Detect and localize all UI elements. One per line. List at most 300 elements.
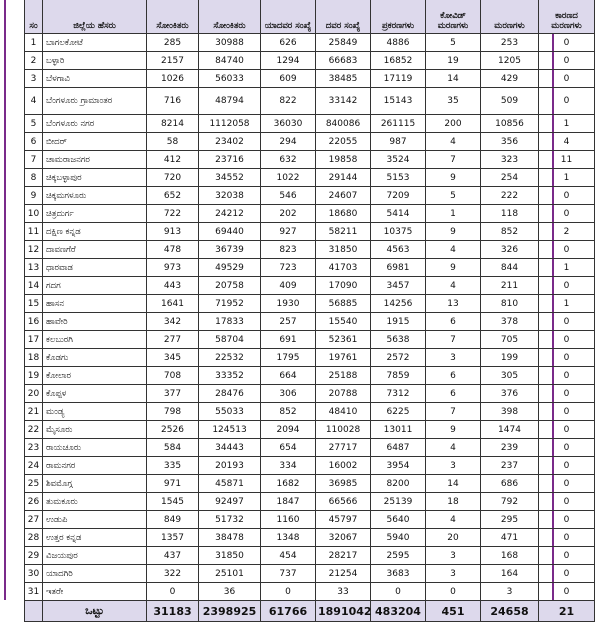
header-serial-number: ಸಂ xyxy=(25,0,43,34)
cell-total-deaths: 239 xyxy=(481,439,539,457)
cell-non-covid-deaths: 1 xyxy=(539,259,595,277)
cell-active-cases: 798 xyxy=(147,403,199,421)
cell-district-name: ಬೀದರ್ xyxy=(43,133,147,151)
cell-non-covid-deaths: 0 xyxy=(539,331,595,349)
cell-total-deaths: 118 xyxy=(481,205,539,223)
cell-discharged-count: 41703 xyxy=(316,259,371,277)
table-row xyxy=(25,313,595,331)
cell-cases-count: 4886 xyxy=(371,34,426,52)
cell-discharged-count: 38485 xyxy=(316,70,371,88)
cell-covid-deaths: 7 xyxy=(426,331,481,349)
cell-cases-count: 5638 xyxy=(371,331,426,349)
table-row xyxy=(25,205,595,223)
cell-discharged-count: 66683 xyxy=(316,52,371,70)
cell-non-covid-deaths: 0 xyxy=(539,403,595,421)
cell-serial-number: 10 xyxy=(25,205,43,223)
cell-icu-count: 691 xyxy=(261,331,316,349)
cell-non-covid-deaths: 0 xyxy=(539,475,595,493)
cell-total-deaths: 254 xyxy=(481,169,539,187)
cell-icu-count: 1795 xyxy=(261,349,316,367)
cell-total-deaths: 326 xyxy=(481,241,539,259)
table-body xyxy=(25,34,595,622)
cell-icu-count: 36030 xyxy=(261,115,316,133)
cell-total-positive: 20193 xyxy=(199,457,261,475)
cell-icu-count: 0 xyxy=(261,583,316,601)
table-row xyxy=(25,403,595,421)
cell-district-name: ಚಿಕ್ಕಮಗಳೂರು xyxy=(43,187,147,205)
cell-total-positive: 34552 xyxy=(199,169,261,187)
cell-icu-count: 823 xyxy=(261,241,316,259)
cell-serial-number: 1 xyxy=(25,34,43,52)
cell-district-name: ಶಿವಮೊಗ್ಗ xyxy=(43,475,147,493)
cell-covid-deaths: 20 xyxy=(426,529,481,547)
cell-covid-deaths: 5 xyxy=(426,187,481,205)
table-row xyxy=(25,565,595,583)
cell-discharged-count: 58211 xyxy=(316,223,371,241)
cell-icu-count: 334 xyxy=(261,457,316,475)
header-non-covid-deaths: ಕಾರಣದ ಮರಣಗಳು xyxy=(539,0,595,34)
cell-covid-deaths: 14 xyxy=(426,70,481,88)
cell-cases-count: 3683 xyxy=(371,565,426,583)
cell-serial-number: 16 xyxy=(25,313,43,331)
cell-serial-number: 26 xyxy=(25,493,43,511)
cell-icu-count: 1930 xyxy=(261,295,316,313)
cell-discharged-count: 33 xyxy=(316,583,371,601)
table-row xyxy=(25,547,595,565)
total-total-deaths: 24658 xyxy=(481,601,539,622)
cell-non-covid-deaths: 0 xyxy=(539,205,595,223)
cell-cases-count: 0 xyxy=(371,583,426,601)
cell-non-covid-deaths: 0 xyxy=(539,565,595,583)
cell-total-positive: 23402 xyxy=(199,133,261,151)
cell-district-name: ಬಾಗಲಕೋಟೆ xyxy=(43,34,147,52)
cell-total-positive: 36739 xyxy=(199,241,261,259)
cell-total-positive: 124513 xyxy=(199,421,261,439)
table-row xyxy=(25,169,595,187)
header-total-positive: ಸೋಂಕಿತರು xyxy=(199,0,261,34)
table-row xyxy=(25,439,595,457)
cell-covid-deaths: 4 xyxy=(426,241,481,259)
total-non-covid-deaths: 21 xyxy=(539,601,595,622)
cell-non-covid-deaths: 0 xyxy=(539,187,595,205)
cell-discharged-count: 25188 xyxy=(316,367,371,385)
cell-discharged-count: 19858 xyxy=(316,151,371,169)
cell-district-name: ಕೊಪ್ಪಳ xyxy=(43,385,147,403)
cell-active-cases: 345 xyxy=(147,349,199,367)
total-row xyxy=(25,601,595,622)
cell-cases-count: 5940 xyxy=(371,529,426,547)
table-row xyxy=(25,529,595,547)
cell-covid-deaths: 7 xyxy=(426,403,481,421)
cell-covid-deaths: 3 xyxy=(426,457,481,475)
table-row xyxy=(25,115,595,133)
cell-cases-count: 13011 xyxy=(371,421,426,439)
header-icu-count: ಯಾದವರ ಸಂಖ್ಯೆ xyxy=(261,0,316,34)
cell-serial-number: 13 xyxy=(25,259,43,277)
cell-total-positive: 69440 xyxy=(199,223,261,241)
cell-active-cases: 971 xyxy=(147,475,199,493)
cell-total-deaths: 686 xyxy=(481,475,539,493)
header-active-cases: ಸೋಂಕಿತರು xyxy=(147,0,199,34)
cell-total-positive: 23716 xyxy=(199,151,261,169)
table-row xyxy=(25,241,595,259)
cell-serial-number: 14 xyxy=(25,277,43,295)
cell-discharged-count: 24607 xyxy=(316,187,371,205)
cell-discharged-count: 33142 xyxy=(316,88,371,115)
cell-icu-count: 1022 xyxy=(261,169,316,187)
cell-total-deaths: 509 xyxy=(481,88,539,115)
cell-discharged-count: 32067 xyxy=(316,529,371,547)
cell-active-cases: 0 xyxy=(147,583,199,601)
cell-icu-count: 654 xyxy=(261,439,316,457)
cell-district-name: ಕಲಬುರಗಿ xyxy=(43,331,147,349)
cell-cases-count: 6225 xyxy=(371,403,426,421)
cell-serial-number: 4 xyxy=(25,88,43,115)
cell-total-positive: 31850 xyxy=(199,547,261,565)
cell-discharged-count: 18680 xyxy=(316,205,371,223)
cell-non-covid-deaths: 0 xyxy=(539,349,595,367)
cell-total-positive: 38478 xyxy=(199,529,261,547)
table-row xyxy=(25,277,595,295)
cell-icu-count: 306 xyxy=(261,385,316,403)
cell-total-positive: 25101 xyxy=(199,565,261,583)
table-row xyxy=(25,70,595,88)
cell-icu-count: 626 xyxy=(261,34,316,52)
cell-icu-count: 1294 xyxy=(261,52,316,70)
cell-cases-count: 6981 xyxy=(371,259,426,277)
cell-active-cases: 722 xyxy=(147,205,199,223)
cell-icu-count: 852 xyxy=(261,403,316,421)
header-district-name: ಜಿಲ್ಲೆಯ ಹೆಸರು xyxy=(43,0,147,34)
cell-covid-deaths: 4 xyxy=(426,439,481,457)
total-cases-count: 483204 xyxy=(371,601,426,622)
cell-non-covid-deaths: 0 xyxy=(539,511,595,529)
cell-total-positive: 30988 xyxy=(199,34,261,52)
cell-active-cases: 973 xyxy=(147,259,199,277)
cell-icu-count: 664 xyxy=(261,367,316,385)
cell-non-covid-deaths: 11 xyxy=(539,151,595,169)
cell-district-name: ಕೋಲಾರ xyxy=(43,367,147,385)
cell-total-positive: 17833 xyxy=(199,313,261,331)
cell-total-deaths: 378 xyxy=(481,313,539,331)
cell-total-positive: 51732 xyxy=(199,511,261,529)
cell-total-deaths: 10856 xyxy=(481,115,539,133)
table-row xyxy=(25,151,595,169)
cell-covid-deaths: 6 xyxy=(426,313,481,331)
cell-active-cases: 1026 xyxy=(147,70,199,88)
cell-cases-count: 2595 xyxy=(371,547,426,565)
header-discharged-count: ದವರ ಸಂಖ್ಯೆ xyxy=(316,0,371,34)
cell-covid-deaths: 1 xyxy=(426,205,481,223)
cell-non-covid-deaths: 4 xyxy=(539,133,595,151)
cell-active-cases: 335 xyxy=(147,457,199,475)
cell-total-positive: 32038 xyxy=(199,187,261,205)
cell-total-positive: 45871 xyxy=(199,475,261,493)
cell-active-cases: 716 xyxy=(147,88,199,115)
table-row xyxy=(25,331,595,349)
cell-total-deaths: 253 xyxy=(481,34,539,52)
cell-covid-deaths: 9 xyxy=(426,421,481,439)
cell-icu-count: 632 xyxy=(261,151,316,169)
cell-non-covid-deaths: 0 xyxy=(539,313,595,331)
cell-cases-count: 1915 xyxy=(371,313,426,331)
cell-total-deaths: 356 xyxy=(481,133,539,151)
cell-active-cases: 437 xyxy=(147,547,199,565)
total-active-cases: 31183 xyxy=(147,601,199,622)
cell-district-name: ಹಾವೇರಿ xyxy=(43,313,147,331)
cell-district-name: ದಾವಣಗೆರೆ xyxy=(43,241,147,259)
cell-cases-count: 7312 xyxy=(371,385,426,403)
cell-active-cases: 8214 xyxy=(147,115,199,133)
cell-discharged-count: 110028 xyxy=(316,421,371,439)
header-cases-count: ಪ್ರಕರಣಗಳು xyxy=(371,0,426,34)
cell-covid-deaths: 0 xyxy=(426,583,481,601)
cell-active-cases: 377 xyxy=(147,385,199,403)
cell-total-positive: 92497 xyxy=(199,493,261,511)
cell-covid-deaths: 6 xyxy=(426,385,481,403)
cell-total-positive: 34443 xyxy=(199,439,261,457)
cell-discharged-count: 56885 xyxy=(316,295,371,313)
cell-covid-deaths: 9 xyxy=(426,223,481,241)
cell-total-deaths: 792 xyxy=(481,493,539,511)
cell-total-positive: 71952 xyxy=(199,295,261,313)
cell-serial-number: 21 xyxy=(25,403,43,421)
cell-total-deaths: 222 xyxy=(481,187,539,205)
total-serial-number xyxy=(25,601,43,622)
cell-covid-deaths: 4 xyxy=(426,511,481,529)
cell-total-deaths: 398 xyxy=(481,403,539,421)
cell-icu-count: 409 xyxy=(261,277,316,295)
cell-icu-count: 723 xyxy=(261,259,316,277)
cell-serial-number: 20 xyxy=(25,385,43,403)
cell-discharged-count: 20788 xyxy=(316,385,371,403)
cell-cases-count: 3524 xyxy=(371,151,426,169)
cell-district-name: ಧಾರವಾಡ xyxy=(43,259,147,277)
cell-cases-count: 3457 xyxy=(371,277,426,295)
table-row xyxy=(25,583,595,601)
cell-serial-number: 30 xyxy=(25,565,43,583)
cell-district-name: ಕೊಡಗು xyxy=(43,349,147,367)
cell-covid-deaths: 9 xyxy=(426,259,481,277)
cell-cases-count: 15143 xyxy=(371,88,426,115)
cell-icu-count: 257 xyxy=(261,313,316,331)
cell-icu-count: 1847 xyxy=(261,493,316,511)
cell-serial-number: 12 xyxy=(25,241,43,259)
table-row xyxy=(25,88,595,115)
cell-discharged-count: 840086 xyxy=(316,115,371,133)
cell-active-cases: 652 xyxy=(147,187,199,205)
cell-serial-number: 18 xyxy=(25,349,43,367)
cell-covid-deaths: 200 xyxy=(426,115,481,133)
cell-total-deaths: 1205 xyxy=(481,52,539,70)
cell-discharged-count: 48410 xyxy=(316,403,371,421)
cell-serial-number: 25 xyxy=(25,475,43,493)
cell-district-name: ಬೆಂಗಳೂರು ನಗರ xyxy=(43,115,147,133)
cell-serial-number: 22 xyxy=(25,421,43,439)
cell-district-name: ದಕ್ಷಿಣ ಕನ್ನಡ xyxy=(43,223,147,241)
cell-cases-count: 17119 xyxy=(371,70,426,88)
cell-icu-count: 1160 xyxy=(261,511,316,529)
cell-covid-deaths: 3 xyxy=(426,349,481,367)
cell-total-deaths: 376 xyxy=(481,385,539,403)
cell-icu-count: 294 xyxy=(261,133,316,151)
cell-active-cases: 1545 xyxy=(147,493,199,511)
cell-serial-number: 15 xyxy=(25,295,43,313)
cell-total-deaths: 305 xyxy=(481,367,539,385)
cell-covid-deaths: 19 xyxy=(426,52,481,70)
cell-non-covid-deaths: 0 xyxy=(539,583,595,601)
cell-district-name: ಚಿಕ್ಕಬಳ್ಳಾಪುರ xyxy=(43,169,147,187)
cell-discharged-count: 36985 xyxy=(316,475,371,493)
cell-total-deaths: 471 xyxy=(481,529,539,547)
cell-cases-count: 6487 xyxy=(371,439,426,457)
cell-cases-count: 5153 xyxy=(371,169,426,187)
cell-district-name: ಇತರೇ xyxy=(43,583,147,601)
cell-non-covid-deaths: 0 xyxy=(539,88,595,115)
cell-covid-deaths: 14 xyxy=(426,475,481,493)
cell-discharged-count: 17090 xyxy=(316,277,371,295)
cell-total-deaths: 3 xyxy=(481,583,539,601)
cell-total-deaths: 237 xyxy=(481,457,539,475)
district-covid-table xyxy=(24,0,595,622)
cell-serial-number: 7 xyxy=(25,151,43,169)
table-row xyxy=(25,367,595,385)
cell-covid-deaths: 4 xyxy=(426,133,481,151)
cell-district-name: ವಿಜಯಪುರ xyxy=(43,547,147,565)
cell-serial-number: 29 xyxy=(25,547,43,565)
cell-serial-number: 23 xyxy=(25,439,43,457)
cell-total-positive: 28476 xyxy=(199,385,261,403)
cell-discharged-count: 52361 xyxy=(316,331,371,349)
cell-district-name: ಹಾಸನ xyxy=(43,295,147,313)
cell-covid-deaths: 5 xyxy=(426,34,481,52)
cell-covid-deaths: 7 xyxy=(426,151,481,169)
cell-discharged-count: 25849 xyxy=(316,34,371,52)
cell-active-cases: 849 xyxy=(147,511,199,529)
cell-district-name: ಚಿತ್ರದುರ್ಗ xyxy=(43,205,147,223)
cell-covid-deaths: 35 xyxy=(426,88,481,115)
cell-discharged-count: 21254 xyxy=(316,565,371,583)
cell-non-covid-deaths: 1 xyxy=(539,115,595,133)
cell-total-deaths: 810 xyxy=(481,295,539,313)
cell-district-name: ಮೈಸೂರು xyxy=(43,421,147,439)
cell-cases-count: 16852 xyxy=(371,52,426,70)
cell-active-cases: 913 xyxy=(147,223,199,241)
cell-serial-number: 31 xyxy=(25,583,43,601)
table-row xyxy=(25,475,595,493)
cell-total-positive: 56033 xyxy=(199,70,261,88)
cell-cases-count: 7859 xyxy=(371,367,426,385)
cell-district-name: ತುಮಕೂರು xyxy=(43,493,147,511)
cell-active-cases: 2157 xyxy=(147,52,199,70)
cell-total-deaths: 705 xyxy=(481,331,539,349)
cell-cases-count: 7209 xyxy=(371,187,426,205)
cell-serial-number: 6 xyxy=(25,133,43,151)
cell-district-name: ಉಡುಪಿ xyxy=(43,511,147,529)
total-discharged-count: 1891042 xyxy=(316,601,371,622)
cell-cases-count: 987 xyxy=(371,133,426,151)
cell-non-covid-deaths: 0 xyxy=(539,439,595,457)
cell-cases-count: 10375 xyxy=(371,223,426,241)
cell-cases-count: 4563 xyxy=(371,241,426,259)
cell-active-cases: 412 xyxy=(147,151,199,169)
cell-total-positive: 58704 xyxy=(199,331,261,349)
cell-active-cases: 342 xyxy=(147,313,199,331)
cell-district-name: ಗದಗ xyxy=(43,277,147,295)
table-row xyxy=(25,187,595,205)
total-district-name: ಒಟ್ಟು xyxy=(43,601,147,622)
cell-total-deaths: 295 xyxy=(481,511,539,529)
cell-cases-count: 5414 xyxy=(371,205,426,223)
cell-active-cases: 443 xyxy=(147,277,199,295)
total-covid-deaths: 451 xyxy=(426,601,481,622)
cell-total-positive: 22532 xyxy=(199,349,261,367)
cell-icu-count: 202 xyxy=(261,205,316,223)
cell-discharged-count: 19761 xyxy=(316,349,371,367)
cell-serial-number: 17 xyxy=(25,331,43,349)
cell-district-name: ಮಂಡ್ಯ xyxy=(43,403,147,421)
cell-serial-number: 9 xyxy=(25,187,43,205)
cell-district-name: ಚಾಮರಾಜನಗರ xyxy=(43,151,147,169)
cell-district-name: ಬೆಂಗಳೂರು ಗ್ರಾಮಾಂತರ xyxy=(43,88,147,115)
cell-total-positive: 36 xyxy=(199,583,261,601)
cell-non-covid-deaths: 0 xyxy=(539,367,595,385)
table-row xyxy=(25,259,595,277)
cell-active-cases: 1357 xyxy=(147,529,199,547)
cell-non-covid-deaths: 0 xyxy=(539,493,595,511)
table-row xyxy=(25,34,595,52)
cell-icu-count: 546 xyxy=(261,187,316,205)
cell-discharged-count: 15540 xyxy=(316,313,371,331)
cell-non-covid-deaths: 0 xyxy=(539,547,595,565)
cell-total-positive: 55033 xyxy=(199,403,261,421)
cell-active-cases: 708 xyxy=(147,367,199,385)
cell-serial-number: 19 xyxy=(25,367,43,385)
cell-discharged-count: 22055 xyxy=(316,133,371,151)
cell-total-deaths: 429 xyxy=(481,70,539,88)
table-row xyxy=(25,52,595,70)
cell-non-covid-deaths: 1 xyxy=(539,169,595,187)
report-sheet xyxy=(4,0,582,618)
cell-cases-count: 14256 xyxy=(371,295,426,313)
cell-total-deaths: 1474 xyxy=(481,421,539,439)
cell-total-deaths: 852 xyxy=(481,223,539,241)
table-row xyxy=(25,493,595,511)
cell-cases-count: 25139 xyxy=(371,493,426,511)
header-covid-deaths: ಕೋವಿಡ್ ಮರಣಗಳು xyxy=(426,0,481,34)
cell-district-name: ರಾಯಚೂರು xyxy=(43,439,147,457)
cell-total-deaths: 211 xyxy=(481,277,539,295)
cell-district-name: ಉತ್ತರ ಕನ್ನಡ xyxy=(43,529,147,547)
cell-total-deaths: 323 xyxy=(481,151,539,169)
cell-covid-deaths: 3 xyxy=(426,565,481,583)
cell-cases-count: 8200 xyxy=(371,475,426,493)
cell-active-cases: 285 xyxy=(147,34,199,52)
table-row xyxy=(25,421,595,439)
table-row xyxy=(25,457,595,475)
cell-non-covid-deaths: 0 xyxy=(539,277,595,295)
cell-covid-deaths: 13 xyxy=(426,295,481,313)
cell-serial-number: 8 xyxy=(25,169,43,187)
cell-total-deaths: 168 xyxy=(481,547,539,565)
cell-non-covid-deaths: 0 xyxy=(539,241,595,259)
cell-active-cases: 277 xyxy=(147,331,199,349)
cell-non-covid-deaths: 0 xyxy=(539,385,595,403)
total-total-positive: 2398925 xyxy=(199,601,261,622)
cell-icu-count: 822 xyxy=(261,88,316,115)
table-row xyxy=(25,223,595,241)
cell-non-covid-deaths: 0 xyxy=(539,457,595,475)
